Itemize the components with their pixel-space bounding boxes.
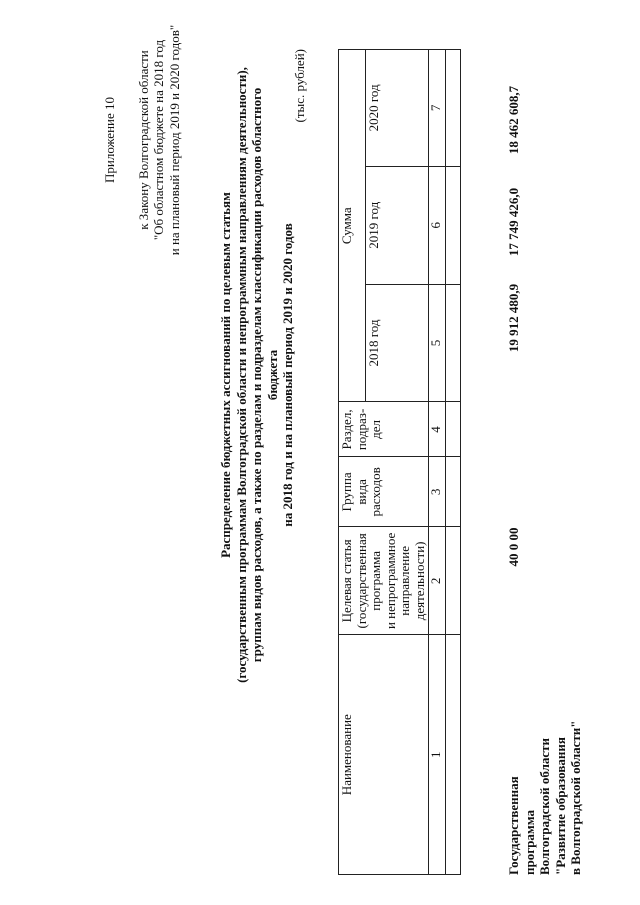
heading-line: Распределение бюджетных ассигнований по целевым статьям [218,192,233,558]
column-number: 6 [429,166,446,284]
blank-cell [446,50,461,167]
blank-cell [446,457,461,527]
budget-table [338,49,461,875]
column-number-row [429,50,446,875]
document-heading [218,65,296,685]
appendix-line: и на плановый период 2019 и 2020 годов" [166,24,182,256]
appendix-reference [102,15,182,265]
header-year-2020: 2020 год [366,50,429,167]
appendix-line: "Об областном бюджете на 2018 год [151,39,166,241]
column-number: 4 [429,402,446,457]
blank-cell [446,284,461,402]
row-name-line: "Развитие образования [552,737,568,875]
header-section: Раздел, подраз- дел [339,402,429,457]
column-number: 1 [429,635,446,875]
header-expense-group: Группа вида расходов [339,457,429,527]
table-header-row [339,50,366,875]
blank-cell [446,635,461,875]
row-name-line: Государственная программа [506,776,537,875]
blank-cell [446,527,461,635]
header-name: Наименование [339,635,429,875]
row-sum-2018: 19 912 480,9 [506,283,521,353]
budget-data-rows [506,49,583,875]
appendix-title: Приложение 10 [102,96,117,184]
row-name-line: в Волгоградской области" [568,720,583,875]
row-name-line: Волгоградской области [537,737,552,875]
header-sum: Сумма [339,50,366,402]
header-year-2019: 2019 год [366,166,429,284]
header-year-2018: 2018 год [366,284,429,402]
column-number: 2 [429,527,446,635]
row-sum-2020: 18 462 608,7 [506,85,521,155]
table-row [506,49,583,875]
heading-line: (государственным программам Волгоградской области и непрограммным направлениям деятельности), [233,67,249,683]
heading-line: группам видов расходов, а также по разделам и подразделам классификации расходов областного бюджета [249,87,280,663]
table-divider-row [446,50,461,875]
row-name [506,710,584,875]
column-number: 3 [429,457,446,527]
row-sum-2019: 17 749 426,0 [506,187,521,257]
column-number: 7 [429,50,446,167]
units-label: (тыс. рублей) [292,49,307,123]
header-target-article: Целевая статья (государственная программа и непрограммное направление деятельности) [339,527,429,635]
blank-cell [446,402,461,457]
heading-line: на 2018 год и на плановый период 2019 и 2020 годов [280,223,295,527]
blank-cell [446,166,461,284]
appendix-line: к Закону Волгоградской области [135,50,151,230]
row-target-article: 40 0 00 [506,527,521,567]
column-number: 5 [429,284,446,402]
